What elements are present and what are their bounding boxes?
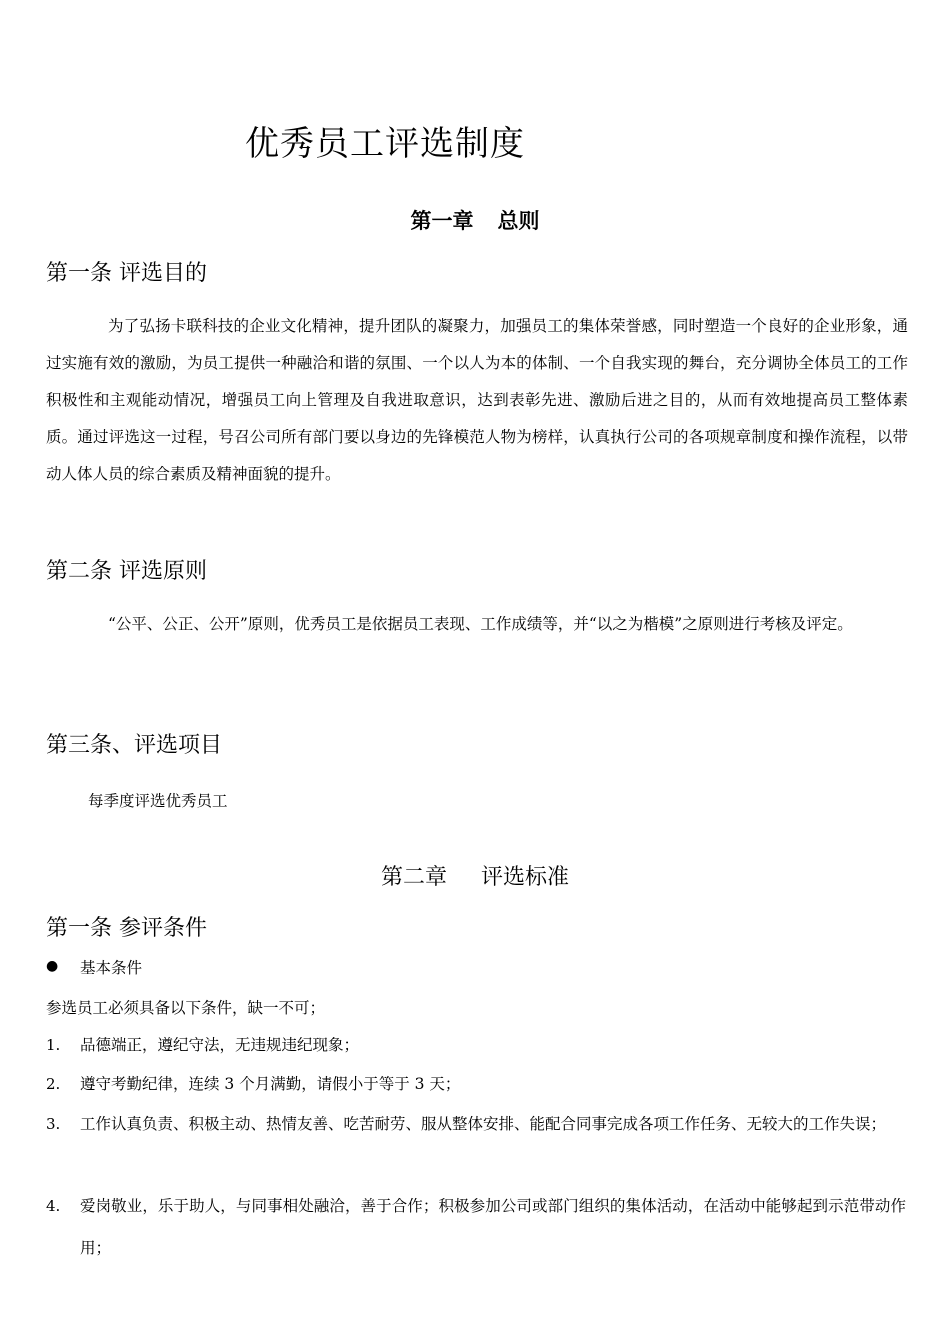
- bullet-label: 基本条件: [80, 959, 143, 977]
- list-item-text: 爱岗敬业，乐于助人，与同事相处融洽，善于合作；积极参加公司或部门组织的集体活动，在活动中能够起到示范带动作用；: [80, 1197, 906, 1257]
- chapter-2-title: 评选标准: [481, 865, 570, 890]
- conditions-intro: 参选员工必须具备以下条件，缺一不可；: [46, 999, 326, 1017]
- list-item-number: 4.: [46, 1197, 61, 1215]
- article-3-heading: 第三条、评选项目: [46, 733, 223, 758]
- article-3-body: 每季度评选优秀员工: [88, 792, 228, 810]
- list-item-text: 品德端正，遵纪守法，无违规违纪现象；: [80, 1036, 360, 1054]
- list-item-number: 1.: [46, 1036, 61, 1054]
- bullet-icon: ●: [46, 958, 59, 974]
- chapter-1-title: 总则: [497, 208, 540, 233]
- document-title: 优秀员工评选制度: [245, 124, 525, 164]
- chapter-2-article-1-heading: 第一条 参评条件: [46, 916, 207, 941]
- chapter-2-number: 第二章: [380, 865, 447, 890]
- article-2-heading: 第二条 评选原则: [46, 559, 207, 584]
- list-item-number: 3.: [46, 1115, 61, 1133]
- chapter-1-number: 第一章: [410, 208, 474, 233]
- chapter-1-heading: [0, 205, 950, 235]
- article-2-body: “公平、公正、公开”原则，优秀员工是依据员工表现、工作成绩等，并“以之为楷模”之原则进行考核及评定。: [108, 615, 853, 633]
- list-item-text: 工作认真负责、积极主动、热情友善、吃苦耐劳、服从整体安排、能配合同事完成各项工作任务、无较大的工作失误；: [80, 1115, 887, 1133]
- chapter-2-heading: [0, 860, 950, 891]
- list-item-text: 遵守考勤纪律，连续 3 个月满勤，请假小于等于 3 天；: [80, 1075, 461, 1093]
- article-1-heading: 第一条 评选目的: [46, 261, 207, 286]
- article-1-body: 为了弘扬卡联科技的企业文化精神，提升团队的凝聚力，加强员工的集体荣誉感，同时塑造一个良好的企业形象，通过实施有效的激励，为员工提供一种融洽和谐的氛围、一个以人为本的体制、一个自我实现的舞台，充分调协全体员工的工作积极性和主观能动情况，增强员工向上管理及自我进取意识，达到表彰先进、激励后进之目的，从而有效地提高员工整体素质。通过评选这一过程，号召公司所有部门要以身边的先锋模范人物为榜样，认真执行公司的各项规章制度和操作流程，以带动人体人员的综合素质及精神面貌的提升。: [46, 317, 908, 483]
- list-item-number: 2.: [46, 1075, 61, 1093]
